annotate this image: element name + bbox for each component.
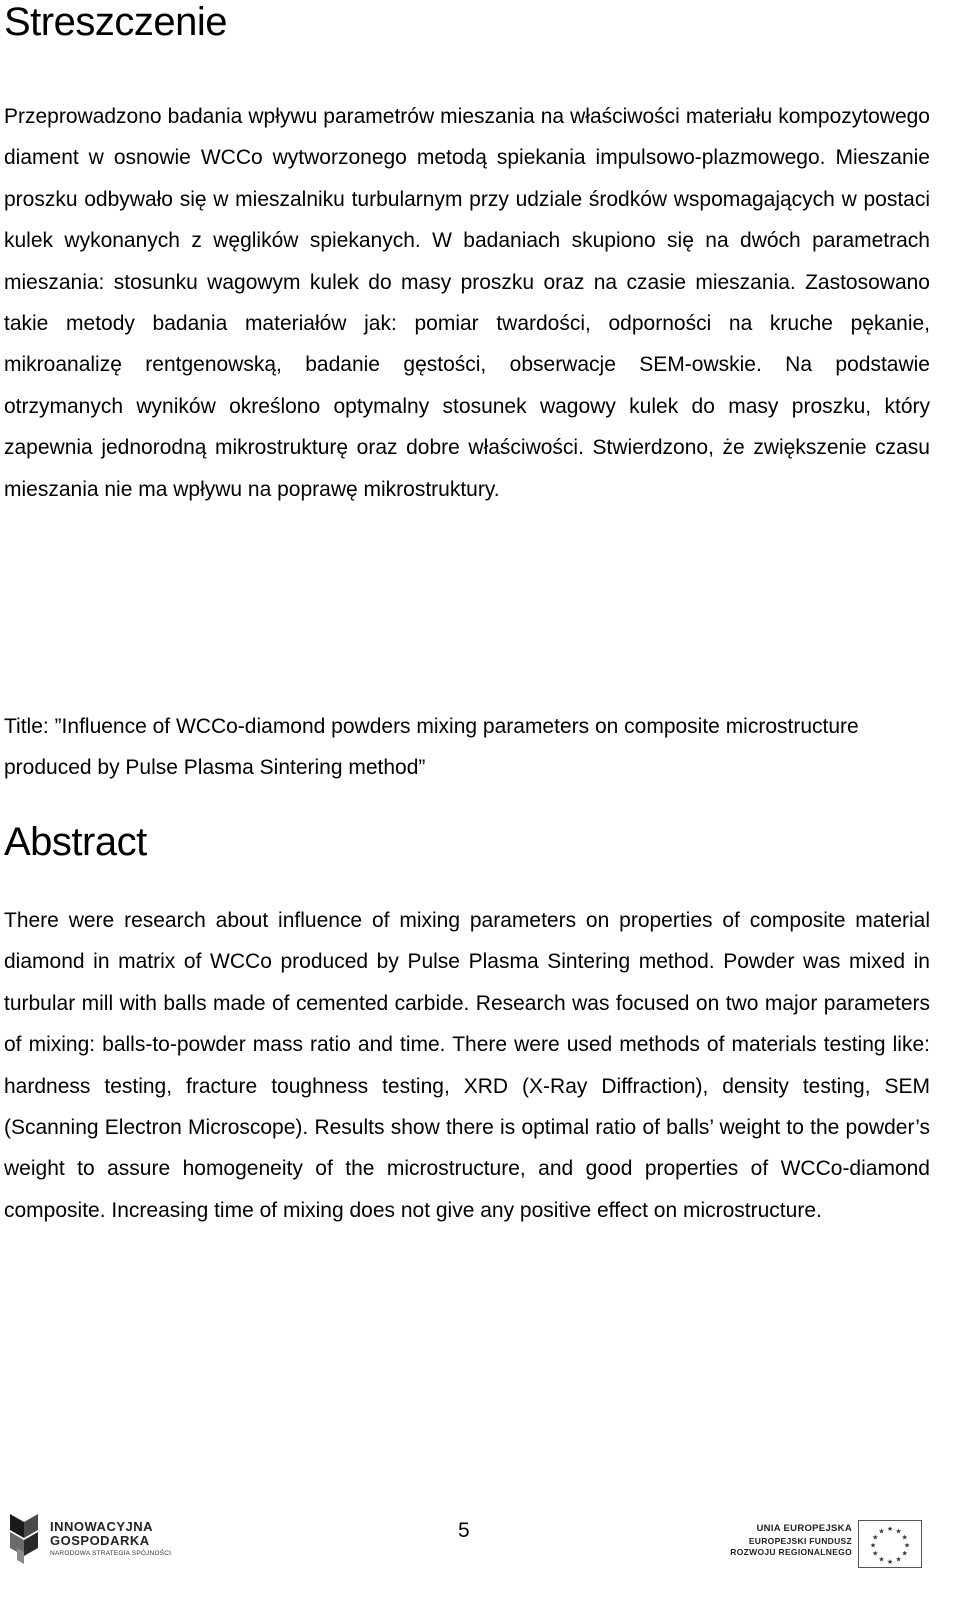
streszczenie-paragraph: Przeprowadzono badania wpływu parametrów mieszania na właściwości materiału kompozytowego diament w osnowie WCCo wytworzonego metodą spiekania impulsowo-plazmowego. Mieszanie proszku odbywało się w mieszalniku turbularnym przy udziale środków wspomagających w postaci kulek wykonanych z węglików spiekanych. W badaniach skupiono się na dwóch parametrach mieszania: stosunku wagowym kulek do masy proszku oraz na czasie mieszania. Zastosowano takie metody badania materiałów jak: pomiar twardości, odporności na kruche pękanie, mikroanalizę rentgenowską, badanie gęstości, obserwacje SEM-owskie. Na podstawie otrzymanych wyników określono optymalny stosunek wagowy kulek do masy proszku, który zapewnia jednorodną mikrostrukturę oraz dobre właściwości. Stwierdzono, że zwiększenie czasu mieszania nie ma wpływu na poprawę mikrostruktury. bbox=[4, 105, 930, 501]
svg-text:★: ★ bbox=[901, 1549, 908, 1558]
svg-text:★: ★ bbox=[895, 1555, 902, 1564]
svg-text:★: ★ bbox=[886, 1525, 894, 1533]
eu-flag-stars-icon bbox=[858, 1520, 922, 1568]
streszczenie-heading: Streszczenie bbox=[4, 0, 227, 44]
svg-text:★: ★ bbox=[903, 1541, 911, 1550]
logo-left-line3: NARODOWA STRATEGIA SPÓJNOŚCI bbox=[50, 1550, 172, 1557]
eu-fund-logo bbox=[730, 1520, 928, 1572]
svg-text:★: ★ bbox=[901, 1533, 908, 1542]
innowacyjna-gospodarka-logo bbox=[4, 1510, 204, 1570]
svg-text:★: ★ bbox=[886, 1558, 894, 1566]
svg-text:★: ★ bbox=[872, 1533, 879, 1542]
abstract-paragraph: There were research about influence of mixing parameters on properties of composite material diamond in matrix of WCCo produced by Pulse Plasma Sintering method. Powder was mixed in turbular mill with balls made of cemented carbide. Research was focused on two major parameters of mixing: balls-to-powder mass ratio and time. There were used methods of materials testing like: hardness testing, fracture toughness testing, XRD (X-Ray Diffraction), density testing, SEM (Scanning Electron Microscope). Results show there is optimal ratio of balls’ weight to the powder’s weight to assure homogeneity of the microstructure, and good properties of WCCo-diamond composite. Increasing time of mixing does not give any positive effect on microstructure. bbox=[4, 909, 930, 1222]
svg-text:★: ★ bbox=[895, 1527, 902, 1536]
innowacyjna-gospodarka-emblem-icon bbox=[4, 1512, 44, 1566]
abstract-heading: Abstract bbox=[4, 820, 147, 864]
svg-text:★: ★ bbox=[878, 1527, 885, 1536]
logo-left-line2: GOSPODARKA bbox=[50, 1533, 150, 1548]
logo-left-line1: INNOWACYJNA bbox=[50, 1519, 154, 1534]
logo-right-line1: UNIA EUROPEJSKA bbox=[756, 1523, 852, 1534]
logo-right-line2: EUROPEJSKI FUNDUSZ bbox=[748, 1536, 852, 1546]
logo-right-line3: ROZWOJU REGIONALNEGO bbox=[730, 1547, 852, 1557]
svg-text:★: ★ bbox=[878, 1555, 885, 1564]
svg-text:★: ★ bbox=[869, 1541, 877, 1550]
english-title-line: Title: ”Influence of WCCo-diamond powders mixing parameters on composite microstructure produced by Pulse Plasma Sintering method” bbox=[4, 715, 859, 780]
svg-text:★: ★ bbox=[872, 1549, 879, 1558]
page-number: 5 bbox=[458, 1519, 470, 1542]
